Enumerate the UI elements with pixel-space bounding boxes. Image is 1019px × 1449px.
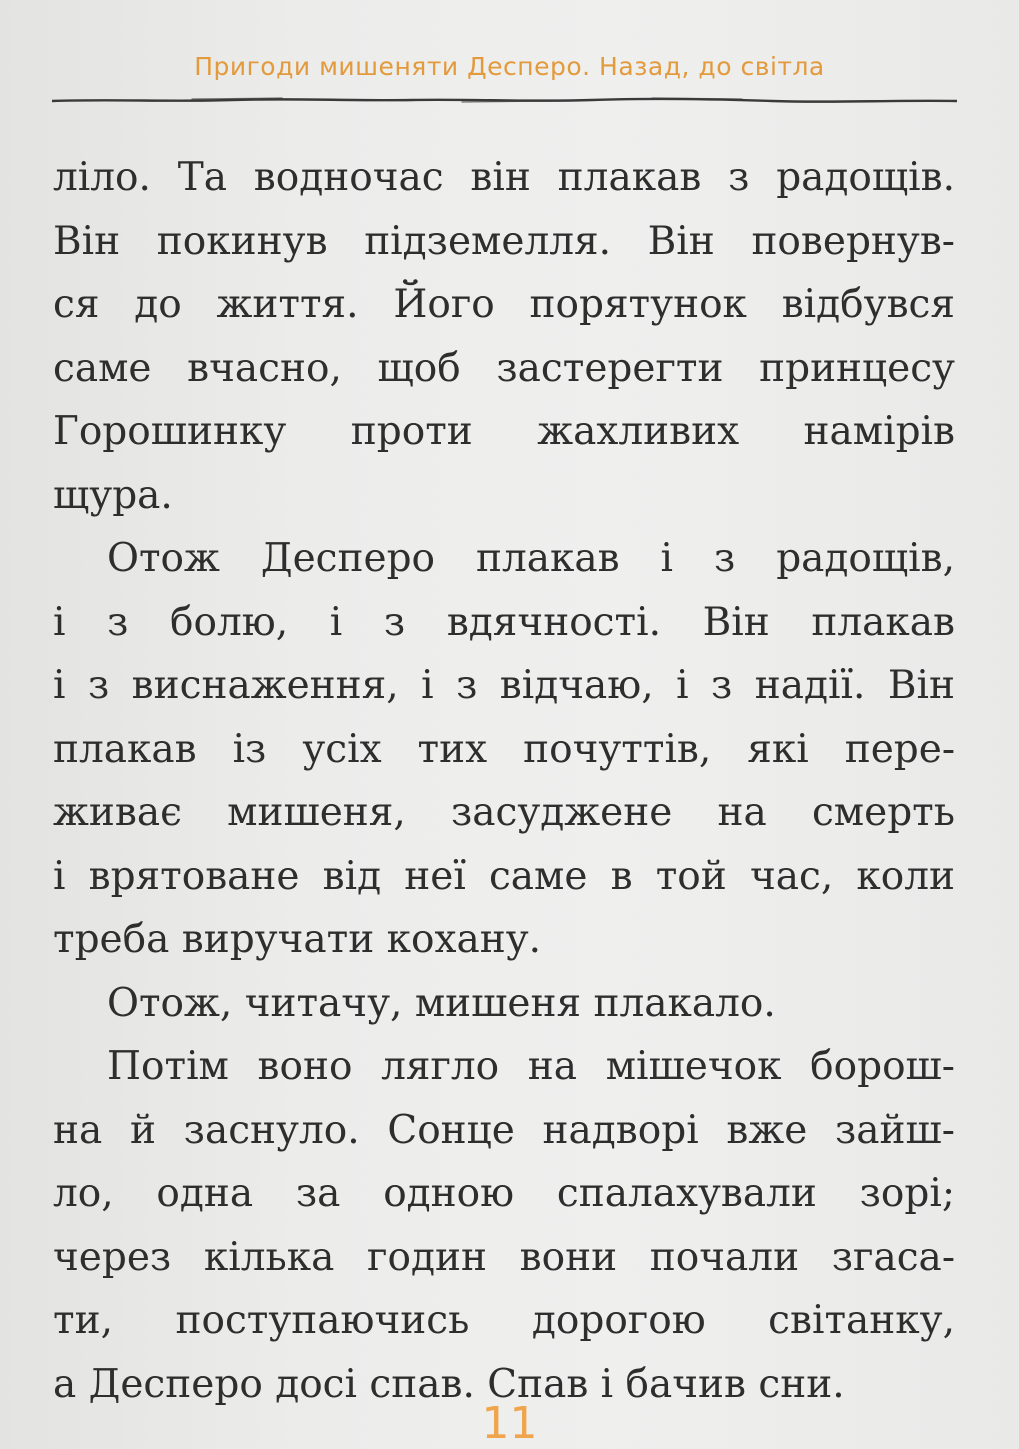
- text-line: щура.: [53, 472, 173, 518]
- text-line: живає мишеня, засуджене на смерть: [53, 790, 955, 835]
- text-line: і врятоване від неї саме в той час, коли: [53, 853, 955, 899]
- text-line: через кілька годин вони почали згаса-: [53, 1234, 955, 1280]
- text-line: ти, поступаючись дорогою світанку,: [53, 1298, 955, 1343]
- text-line: Отож, читачу, мишеня плакало.: [107, 980, 776, 1026]
- paragraph-4: [53, 1035, 955, 1416]
- text-line: Він покинув підземелля. Він повернув-: [53, 218, 955, 264]
- header-rule: [52, 92, 957, 108]
- text-line: на й заснуло. Сонце надворі вже зайш-: [53, 1107, 955, 1153]
- text-line: і з болю, і з вдячності. Він плакав: [53, 599, 955, 645]
- text-line: ло, одна за одною спалахували зорі;: [53, 1171, 955, 1216]
- text-line: ся до життя. Його порятунок відбувся: [53, 282, 955, 327]
- paragraph-1: [53, 146, 955, 527]
- text-line: ліло. Та водночас він плакав з радощів.: [53, 155, 955, 200]
- text-line: Отож Десперо плакав і з радощів,: [107, 536, 955, 581]
- text-line: Горошинку проти жахливих намірів: [53, 409, 955, 454]
- text-line: і з виснаження, і з відчаю, і з надії. Він: [53, 663, 955, 708]
- running-head-title: Пригоди мишеняти Десперо. Назад, до світла: [194, 52, 825, 81]
- text-line: треба виручати кохану.: [53, 917, 542, 962]
- page-number: 11: [481, 1398, 538, 1449]
- text-line: саме вчасно, щоб застерегти принцесу: [53, 345, 955, 391]
- text-line: плакав із усіх тих почуттів, які пере-: [53, 726, 955, 772]
- text-line: а Десперо досі спав. Спав і бачив сни.: [53, 1361, 845, 1407]
- paragraph-2: [53, 527, 955, 972]
- paragraph-3: [53, 972, 955, 1036]
- body-text: [53, 146, 955, 1416]
- text-line: Потім воно лягло на мішечок борош-: [107, 1044, 955, 1089]
